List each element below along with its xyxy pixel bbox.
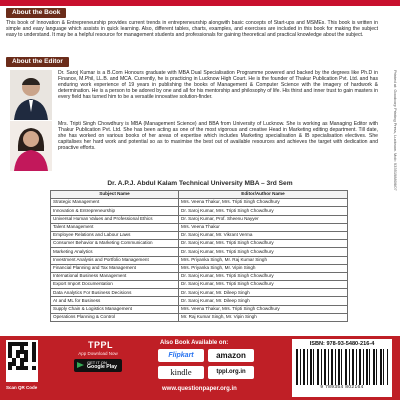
qr-module xyxy=(20,346,24,350)
flipkart-logo[interactable]: Flipkart xyxy=(158,349,204,362)
table-row xyxy=(51,223,348,231)
editor-photo-female xyxy=(10,121,52,171)
qr-module xyxy=(12,354,16,358)
qr-module xyxy=(20,362,24,366)
qr-module xyxy=(32,362,36,366)
editor-name-cell: Dr. Saroj Kumar, Mrs. Tripti Singh Chowdhury xyxy=(179,272,348,280)
subject-name-cell: Innovation & Entrepreneurship xyxy=(51,207,179,215)
qr-module xyxy=(16,358,20,362)
subjects-table xyxy=(50,190,348,322)
table-row xyxy=(51,199,348,207)
subject-name-cell: Export Import Documentation xyxy=(51,281,179,289)
qr-module xyxy=(8,346,12,350)
qr-module xyxy=(24,354,28,358)
subject-name-cell: Consumer Behavior & Marketing Communication xyxy=(51,240,179,248)
table-title: Dr. A.P.J. Abdul Kalam Technical University MBA – 3rd Sem xyxy=(107,180,293,187)
qr-module xyxy=(28,358,32,362)
subject-name-cell: AI and ML for Business xyxy=(51,297,179,305)
tppl-logo: TPPL xyxy=(88,340,114,350)
subject-name-cell: Operations Planning & Control xyxy=(51,313,179,321)
barcode xyxy=(296,349,388,385)
barcode-bar xyxy=(331,349,332,385)
person-silhouette-icon xyxy=(10,121,52,171)
qr-module xyxy=(24,350,28,354)
qr-module xyxy=(28,366,32,370)
kindle-logo[interactable]: kindle xyxy=(158,366,204,379)
isbn-text: ISBN: 978-93-5480-216-4 xyxy=(309,341,375,347)
qr-code[interactable] xyxy=(6,340,38,382)
qr-module xyxy=(24,366,28,370)
qr-code-pattern xyxy=(8,342,36,370)
table-row xyxy=(51,215,348,223)
gplay-big-text: Google Play xyxy=(87,364,117,371)
barcode-bar xyxy=(345,349,346,385)
qr-module xyxy=(8,350,12,354)
about-book-heading: About the Book xyxy=(6,8,66,18)
editor-name-cell: Mrs. Veena Thakur, Mrs. Tripti Singh Chowdhury xyxy=(179,199,348,207)
also-available-label: Also Book Available on: xyxy=(160,340,229,346)
table-row xyxy=(51,313,348,321)
barcode-panel xyxy=(292,339,392,397)
editor-name-cell: Dr. Saroj Kumar, Mrs. Tripti Singh Chowdhury xyxy=(179,281,348,289)
editor-name-cell: Mr. Raj Kumar Singh, Mr. Vipin Singh xyxy=(179,313,348,321)
table-row xyxy=(51,207,348,215)
table-row xyxy=(51,231,348,239)
website-url[interactable]: www.questionpaper.org.in xyxy=(162,386,237,392)
subject-name-cell: Marketing Analytics xyxy=(51,248,179,256)
qr-module xyxy=(16,346,20,350)
editor-name-cell: Dr. Saroj Kumar, Mrs. Tripti Singh Chowdhury xyxy=(179,240,348,248)
qr-module xyxy=(16,362,20,366)
qr-module xyxy=(8,362,12,366)
subject-name-cell: Universal Human Values and Professional Ethics xyxy=(51,215,179,223)
footer-band xyxy=(0,336,400,400)
qr-module xyxy=(8,354,12,358)
qr-module xyxy=(20,342,24,346)
qr-caption: Scan QR Code xyxy=(6,385,38,390)
qr-module xyxy=(24,346,28,350)
qr-module xyxy=(8,358,12,362)
tppl-site-logo[interactable]: tppl.org.in xyxy=(208,366,254,379)
qr-module xyxy=(28,346,32,350)
qr-module xyxy=(28,362,32,366)
subject-name-cell: Data Analytics For Business Decisions xyxy=(51,289,179,297)
qr-module xyxy=(20,366,24,370)
qr-module xyxy=(16,354,20,358)
editor1-bio: Dr. Saroj Kumar is a B.Com Honours graduate with MBA Dual Specialisation Programme powered and backed by the degrees like Ph.D in Finance, M.Phil, LL.B. and MCA. Currently, he is practicing in Lucknow High Court. He is the founder of Thakur Publication Pvt. Ltd. and has enduring work experience of 19 years in publishing the books of Management & Computer Science with the imagery of hardwork & determination. He is a person to be adored by one and all for his mentorship and philosophy of life. His thirst and inner trust to gain masters in every field has turned him to be a versatile innovative solution-finder. xyxy=(58,70,378,101)
about-editor-heading: About the Editor xyxy=(6,57,69,67)
table-row xyxy=(51,256,348,264)
qr-module xyxy=(16,366,20,370)
qr-module xyxy=(20,354,24,358)
qr-module xyxy=(20,350,24,354)
qr-module xyxy=(12,366,16,370)
barcode-bar xyxy=(360,349,361,385)
qr-module xyxy=(16,350,20,354)
editor-name-cell: Dr. Saroj Kumar, Mr. Vikrant Verma xyxy=(179,231,348,239)
qr-module xyxy=(12,346,16,350)
qr-module xyxy=(12,362,16,366)
qr-module xyxy=(32,350,36,354)
editor-name-cell: Dr. Saroj Kumar, Mrs. Tripti Singh Chowdhury xyxy=(179,248,348,256)
table-row xyxy=(51,289,348,297)
qr-module xyxy=(28,342,32,346)
table-row xyxy=(51,264,348,272)
vertical-printer-text: Printed at: Goodcorp Printing Press, Lucknow. Mob: 9335198806/07 xyxy=(393,70,398,191)
qr-module xyxy=(32,342,36,346)
about-book-text: This book of Innovation & Entrepreneurship provides current trends in entrepreneurship alongwith basic concepts of Start-ups and MSMEs. This book is written in simple and easy language which assists in quick learning. Also, different tables, charts, examples, and exercises are included in this book for making the subject easy to understand. It may be a helpful resource for management students and professionals for gaining theoretical and practical knowledge about the subject. xyxy=(6,20,378,39)
barcode-bar xyxy=(376,349,377,385)
subject-name-cell: Supply Chain & Logistics Management xyxy=(51,305,179,313)
table-body xyxy=(51,199,348,322)
qr-module xyxy=(12,350,16,354)
qr-module xyxy=(20,358,24,362)
app-download-label: App Download Now xyxy=(78,351,118,356)
table-row xyxy=(51,297,348,305)
qr-module xyxy=(28,350,32,354)
google-play-badge[interactable] xyxy=(74,359,122,372)
qr-module xyxy=(12,342,16,346)
editor-name-cell: Dr. Saroj Kumar, Mrs. Tripti Singh Chowdhury xyxy=(179,207,348,215)
qr-module xyxy=(24,342,28,346)
qr-module xyxy=(32,358,36,362)
person-silhouette-icon xyxy=(10,70,52,120)
barcode-bar xyxy=(304,349,305,385)
table-row xyxy=(51,281,348,289)
barcode-bar xyxy=(318,349,319,385)
qr-module xyxy=(12,358,16,362)
editor-name-cell: Mrs. Priyanka Singh, Mr. Vipin Singh xyxy=(179,264,348,272)
amazon-logo[interactable]: amazon xyxy=(208,349,254,362)
editor-name-cell: Mrs. Veena Thakur xyxy=(179,223,348,231)
table-row xyxy=(51,305,348,313)
qr-module xyxy=(28,354,32,358)
top-color-band xyxy=(0,0,400,6)
gplay-small-text: GET IT ON xyxy=(87,359,107,365)
qr-module xyxy=(24,362,28,366)
qr-module xyxy=(8,366,12,370)
subject-name-cell: Employee Relations and Labour Laws xyxy=(51,231,179,239)
qr-module xyxy=(32,366,36,370)
table-row xyxy=(51,240,348,248)
subject-name-cell: Strategic Management xyxy=(51,199,179,207)
table-header-editor: Editor/Author Name xyxy=(179,191,348,199)
editor-name-cell: Dr. Saroj Kumar, Prof. Sheenu Nayyer xyxy=(179,215,348,223)
table-row xyxy=(51,248,348,256)
qr-module xyxy=(32,354,36,358)
barcode-number: 9 789354 802164 xyxy=(320,385,364,390)
subject-name-cell: International Business Management xyxy=(51,272,179,280)
play-store-icon xyxy=(77,362,84,368)
subject-name-cell: Talent Management xyxy=(51,223,179,231)
qr-module xyxy=(8,342,12,346)
editor-name-cell: Dr. Saroj Kumar, Mr. Dileep Singh xyxy=(179,297,348,305)
subject-name-cell: Investment Analysis and Portfolio Management xyxy=(51,256,179,264)
editor-name-cell: Mrs. Veena Thakur, Mrs. Tripti Singh Chowdhury xyxy=(179,305,348,313)
editor-photo-male xyxy=(10,70,52,120)
table-header-subject: Subject Name xyxy=(51,191,179,199)
qr-module xyxy=(32,346,36,350)
subject-name-cell: Financial Planning and Tax Management xyxy=(51,264,179,272)
table-row xyxy=(51,272,348,280)
editor-name-cell: Dr. Saroj Kumar, Mr. Dileep Singh xyxy=(179,289,348,297)
qr-module xyxy=(24,358,28,362)
editor2-bio: Mrs. Tripti Singh Chowdhury is MBA (Management Science) and BBA from University of Lucknow. She is working as Managing Editor with Thakur Publication Pvt. Ltd. She has been acting as one of the most vigorous and creative Head in Marketing editing department. Till date, she has worked on various books of her areas of expertise which includes Marketing specialisation & IB specialisation electives. She capitalises her hard work and potential so as to maximise the best out of available resources and achieves the target with dedication and proactive efforts. xyxy=(58,121,378,152)
editor-name-cell: Mrs. Priyanka Singh, Mr. Raj Kumar Singh xyxy=(179,256,348,264)
qr-module xyxy=(16,342,20,346)
